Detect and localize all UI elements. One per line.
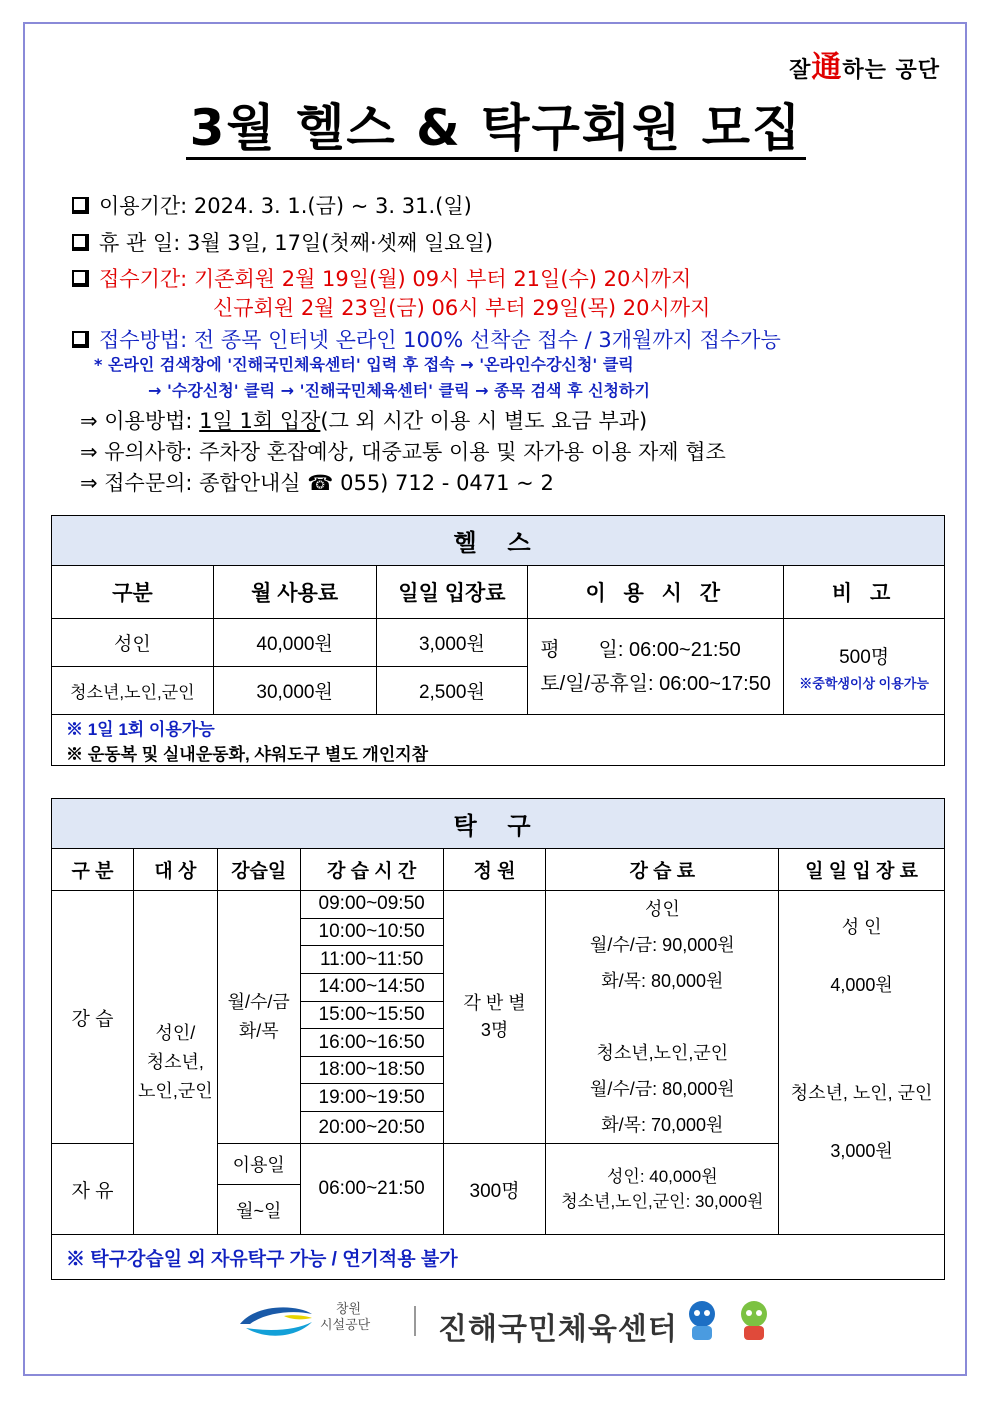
caution-line: ⇒ 유의사항: 주차장 혼잡예상, 대중교통 이용 및 자가용 이용 자제 협조 — [80, 440, 726, 464]
col-header: 비 고 — [784, 566, 945, 619]
health-footnote: ※ 1일 1회 이용가능 ※ 운동복 및 실내운동화, 샤워도구 별도 개인지참 — [52, 715, 945, 766]
remarks-cell: 500명 ※중학생이상 이용가능 — [784, 619, 945, 715]
page-title: 3월 헬스 & 탁구회원 모집 — [0, 88, 992, 160]
time-slot: 11:00~11:50 — [300, 946, 443, 974]
hours-cell: 평 일: 06:00~21:50 토/일/공휴일: 06:00~17:50 — [528, 619, 784, 715]
time-slot: 16:00~16:50 — [300, 1029, 443, 1057]
table-row — [52, 619, 945, 667]
time-slot: 09:00~09:50 — [300, 891, 443, 919]
pingpong-footnote: ※ 탁구강습일 외 자유탁구 가능 / 연기적용 불가 — [52, 1235, 945, 1280]
period-line: 이용기간: 2024. 3. 1.(금) ~ 3. 31.(일) — [72, 190, 472, 220]
target-cell: 성인/ 청소년, 노인,군인 — [133, 891, 217, 1235]
col-header: 강 습 시 간 — [300, 849, 443, 891]
category-cell: 성인 — [52, 619, 214, 667]
contact-line: ⇒ 접수문의: 종합안내실 ☎ 055) 712 - 0471 ~ 2 — [80, 471, 554, 495]
registration-line: 접수기간: 기존회원 2월 19일(월) 09시 부터 21일(수) 20시까지 — [72, 263, 691, 293]
free-capacity-cell: 300명 — [443, 1144, 546, 1235]
col-header: 강 습 료 — [546, 849, 779, 891]
usage-line: ⇒ 이용방법: 1일 1회 입장(그 외 시간 이용 시 별도 요금 부과) — [80, 409, 648, 433]
lesson-capacity-cell: 각 반 별 3명 — [443, 891, 546, 1144]
center-name: 진해국민체육센터 — [438, 1312, 678, 1347]
free-label: 자 유 — [52, 1144, 134, 1235]
slogan: 잘通하는 공단 — [789, 50, 940, 85]
free-fee-cell: 성인: 40,000원 청소년,노인,군인: 30,000원 — [546, 1144, 779, 1235]
checkbox-icon — [72, 234, 89, 251]
free-days-cell: 월~일 — [217, 1185, 300, 1235]
method-line: 접수방법: 전 종목 인터넷 온라인 100% 선착순 접수 / 3개월까지 접수가능 — [72, 324, 781, 354]
monthly-cell: 30,000원 — [213, 667, 376, 715]
col-header: 월 사용료 — [213, 566, 376, 619]
lesson-days-cell: 월/수/금 화/목 — [217, 891, 300, 1144]
online-note-1: * 온라인 검색창에 '진해국민체육센터' 입력 후 접속 → '온라인수강신청' 클릭 — [94, 355, 634, 374]
checkbox-icon — [72, 270, 89, 287]
col-header: 일 일 입 장 료 — [779, 849, 945, 891]
closed-line: 휴 관 일: 3월 3일, 17일(첫째·셋째 일요일) — [72, 227, 493, 257]
checkbox-icon — [72, 331, 89, 348]
lesson-label: 강 습 — [52, 891, 134, 1144]
checkbox-icon — [72, 197, 89, 214]
col-header: 이 용 시 간 — [528, 566, 784, 619]
free-days-label: 이용일 — [217, 1144, 300, 1185]
pingpong-header: 탁 구 — [52, 799, 945, 849]
time-slot: 18:00~18:50 — [300, 1056, 443, 1084]
footer-logo — [236, 1298, 786, 1347]
time-slot: 15:00~15:50 — [300, 1001, 443, 1029]
free-time-cell: 06:00~21:50 — [300, 1144, 443, 1235]
category-cell: 청소년,노인,군인 — [52, 667, 214, 715]
lesson-fee-cell: 성인 월/수/금: 90,000원 화/목: 80,000원 청소년,노인,군인 월/수/금: 80,000원 화/목: 70,000원 — [546, 891, 779, 1144]
monthly-cell: 40,000원 — [213, 619, 376, 667]
divider — [414, 1306, 416, 1336]
corporation-logo-icon — [236, 1300, 316, 1340]
col-header: 구 분 — [52, 849, 134, 891]
registration-line-new: 신규회원 2월 23일(금) 06시 부터 29일(목) 20시까지 — [213, 296, 711, 320]
col-header: 대 상 — [133, 849, 217, 891]
daily-cell: 2,500원 — [376, 667, 528, 715]
col-header: 일일 입장료 — [376, 566, 528, 619]
time-slot: 20:00~20:50 — [300, 1112, 443, 1144]
online-note-2: → '수강신청' 클릭 → '진해국민체육센터' 클릭 → 종목 검색 후 신청하기 — [148, 381, 650, 400]
daily-entry-cell: 성 인 4,000원 청소년, 노인, 군인 3,000원 — [779, 891, 945, 1235]
daily-cell: 3,000원 — [376, 619, 528, 667]
col-header: 구분 — [52, 566, 214, 619]
health-header: 헬 스 — [52, 516, 945, 566]
corporation-name: 창원 시설공단 — [320, 1302, 371, 1334]
health-table — [51, 515, 945, 766]
time-slot: 19:00~19:50 — [300, 1084, 443, 1112]
mascot-green-icon — [732, 1298, 776, 1342]
time-slot: 10:00~10:50 — [300, 918, 443, 946]
col-header: 정 원 — [443, 849, 546, 891]
time-slot: 14:00~14:50 — [300, 973, 443, 1001]
col-header: 강습일 — [217, 849, 300, 891]
pingpong-table — [51, 798, 945, 1280]
mascot-blue-icon — [680, 1298, 724, 1342]
